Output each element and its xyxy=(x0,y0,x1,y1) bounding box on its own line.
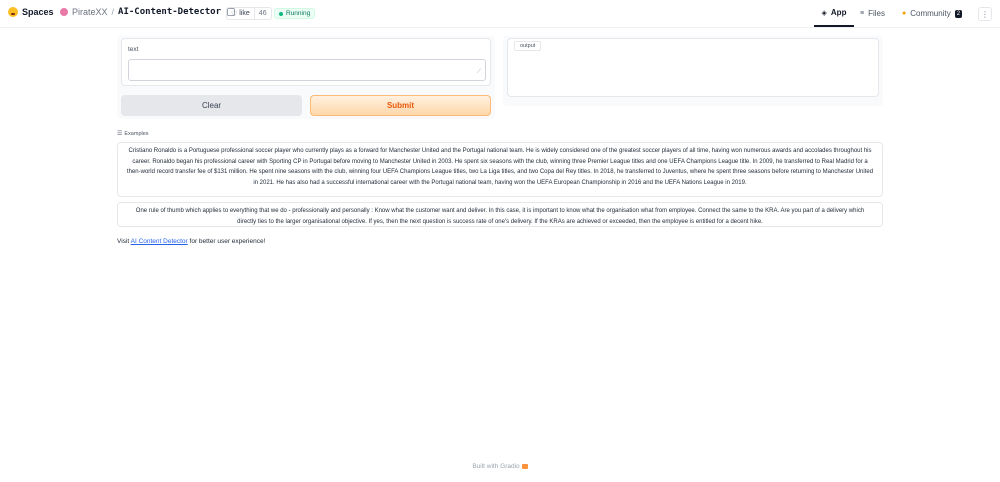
text-input-block xyxy=(121,38,491,86)
like-button[interactable] xyxy=(226,7,272,20)
spaces-link[interactable] xyxy=(8,7,54,17)
footer xyxy=(0,463,1000,470)
output-block xyxy=(507,38,879,97)
like-label: like xyxy=(239,10,250,17)
built-with-gradio-link[interactable]: Built with Gradio xyxy=(472,463,520,470)
spaces-label: Spaces xyxy=(22,7,54,17)
tab-community-label: Community xyxy=(910,9,951,18)
visit-prefix: Visit xyxy=(117,238,130,245)
tab-files[interactable] xyxy=(860,0,885,27)
status-dot-icon xyxy=(279,12,283,16)
status-text: Running xyxy=(286,10,311,17)
visit-note xyxy=(117,238,265,245)
tab-community[interactable] xyxy=(902,0,962,27)
breadcrumb-separator: / xyxy=(111,7,115,17)
hugging-face-logo-icon xyxy=(8,7,18,17)
resize-handle-icon[interactable]: ⟋ xyxy=(476,69,481,75)
ai-content-detector-link[interactable]: AI Content Detector xyxy=(130,238,188,245)
more-options-button[interactable] xyxy=(978,7,992,21)
visit-suffix: for better user experience! xyxy=(189,238,266,245)
list-icon: ☰ xyxy=(117,131,123,137)
text-input[interactable] xyxy=(128,59,486,81)
examples-label: Examples xyxy=(124,130,149,137)
top-bar xyxy=(0,0,1000,28)
repo-link[interactable]: AI-Content-Detector xyxy=(118,7,221,17)
output-label: output xyxy=(514,41,541,51)
heart-icon: ♡ xyxy=(231,10,238,18)
like-count: 46 xyxy=(254,8,271,19)
owner-avatar xyxy=(60,8,68,16)
tab-app[interactable] xyxy=(814,0,854,27)
text-input-label: text xyxy=(128,46,139,53)
gradio-logo-icon xyxy=(522,464,528,469)
output-panel xyxy=(503,36,883,106)
submit-button[interactable]: Submit xyxy=(310,95,491,116)
input-panel xyxy=(117,36,495,119)
more-vertical-icon: ⋮ xyxy=(981,9,989,19)
status-badge xyxy=(274,8,315,19)
tab-app-label: App xyxy=(830,8,847,17)
community-icon: ● xyxy=(902,10,907,17)
clear-button[interactable]: Clear xyxy=(121,95,302,116)
tab-files-label: Files xyxy=(868,9,885,18)
community-count-badge: 2 xyxy=(956,10,961,17)
owner-link[interactable]: PirateXX xyxy=(72,7,108,17)
examples-header xyxy=(117,130,149,137)
breadcrumb xyxy=(60,7,238,18)
example-item[interactable]: One rule of thumb which applies to everything that we do - professionally and personally : Know what the customer want and deliver. In this case, it is important to know what the organisation what from employee. Connect the same to the KRA. Are you part of a delivery which directly ties to the larger organisational objective. If yes, then the next question is success rate of one's delivery. If the KRAs are achieved or exceeded, then the employee is entitled for a decent hike. xyxy=(117,202,883,227)
files-icon: ≡ xyxy=(860,10,865,17)
app-icon: ◈ xyxy=(821,9,827,17)
example-item[interactable]: Cristiano Ronaldo is a Portuguese professional soccer player who currently plays as a forward for Manchester United and the Portugal national team. He is widely considered one of the greatest soccer players of all time, having won numerous awards and accolades throughout his career. Ronaldo began his professional career with Sporting CP in Portugal before moving to Manchester United in 2003. He spent six seasons with the club, winning three Premier League titles and one UEFA Champions League title. In 2009, he transferred to Real Madrid for a then-world record transfer fee of $131 million. He spent nine seasons with the club, winning four UEFA Champions League titles, two La Liga titles, and two Copa del Rey titles. In 2018, he transferred to Juventus, where he spent three seasons before returning to Manchester United in 2021. He has also had a successful international career with the Portugal national team, having won the UEFA European Championship in 2016 and the UEFA Nations League in 2019. xyxy=(117,142,883,197)
